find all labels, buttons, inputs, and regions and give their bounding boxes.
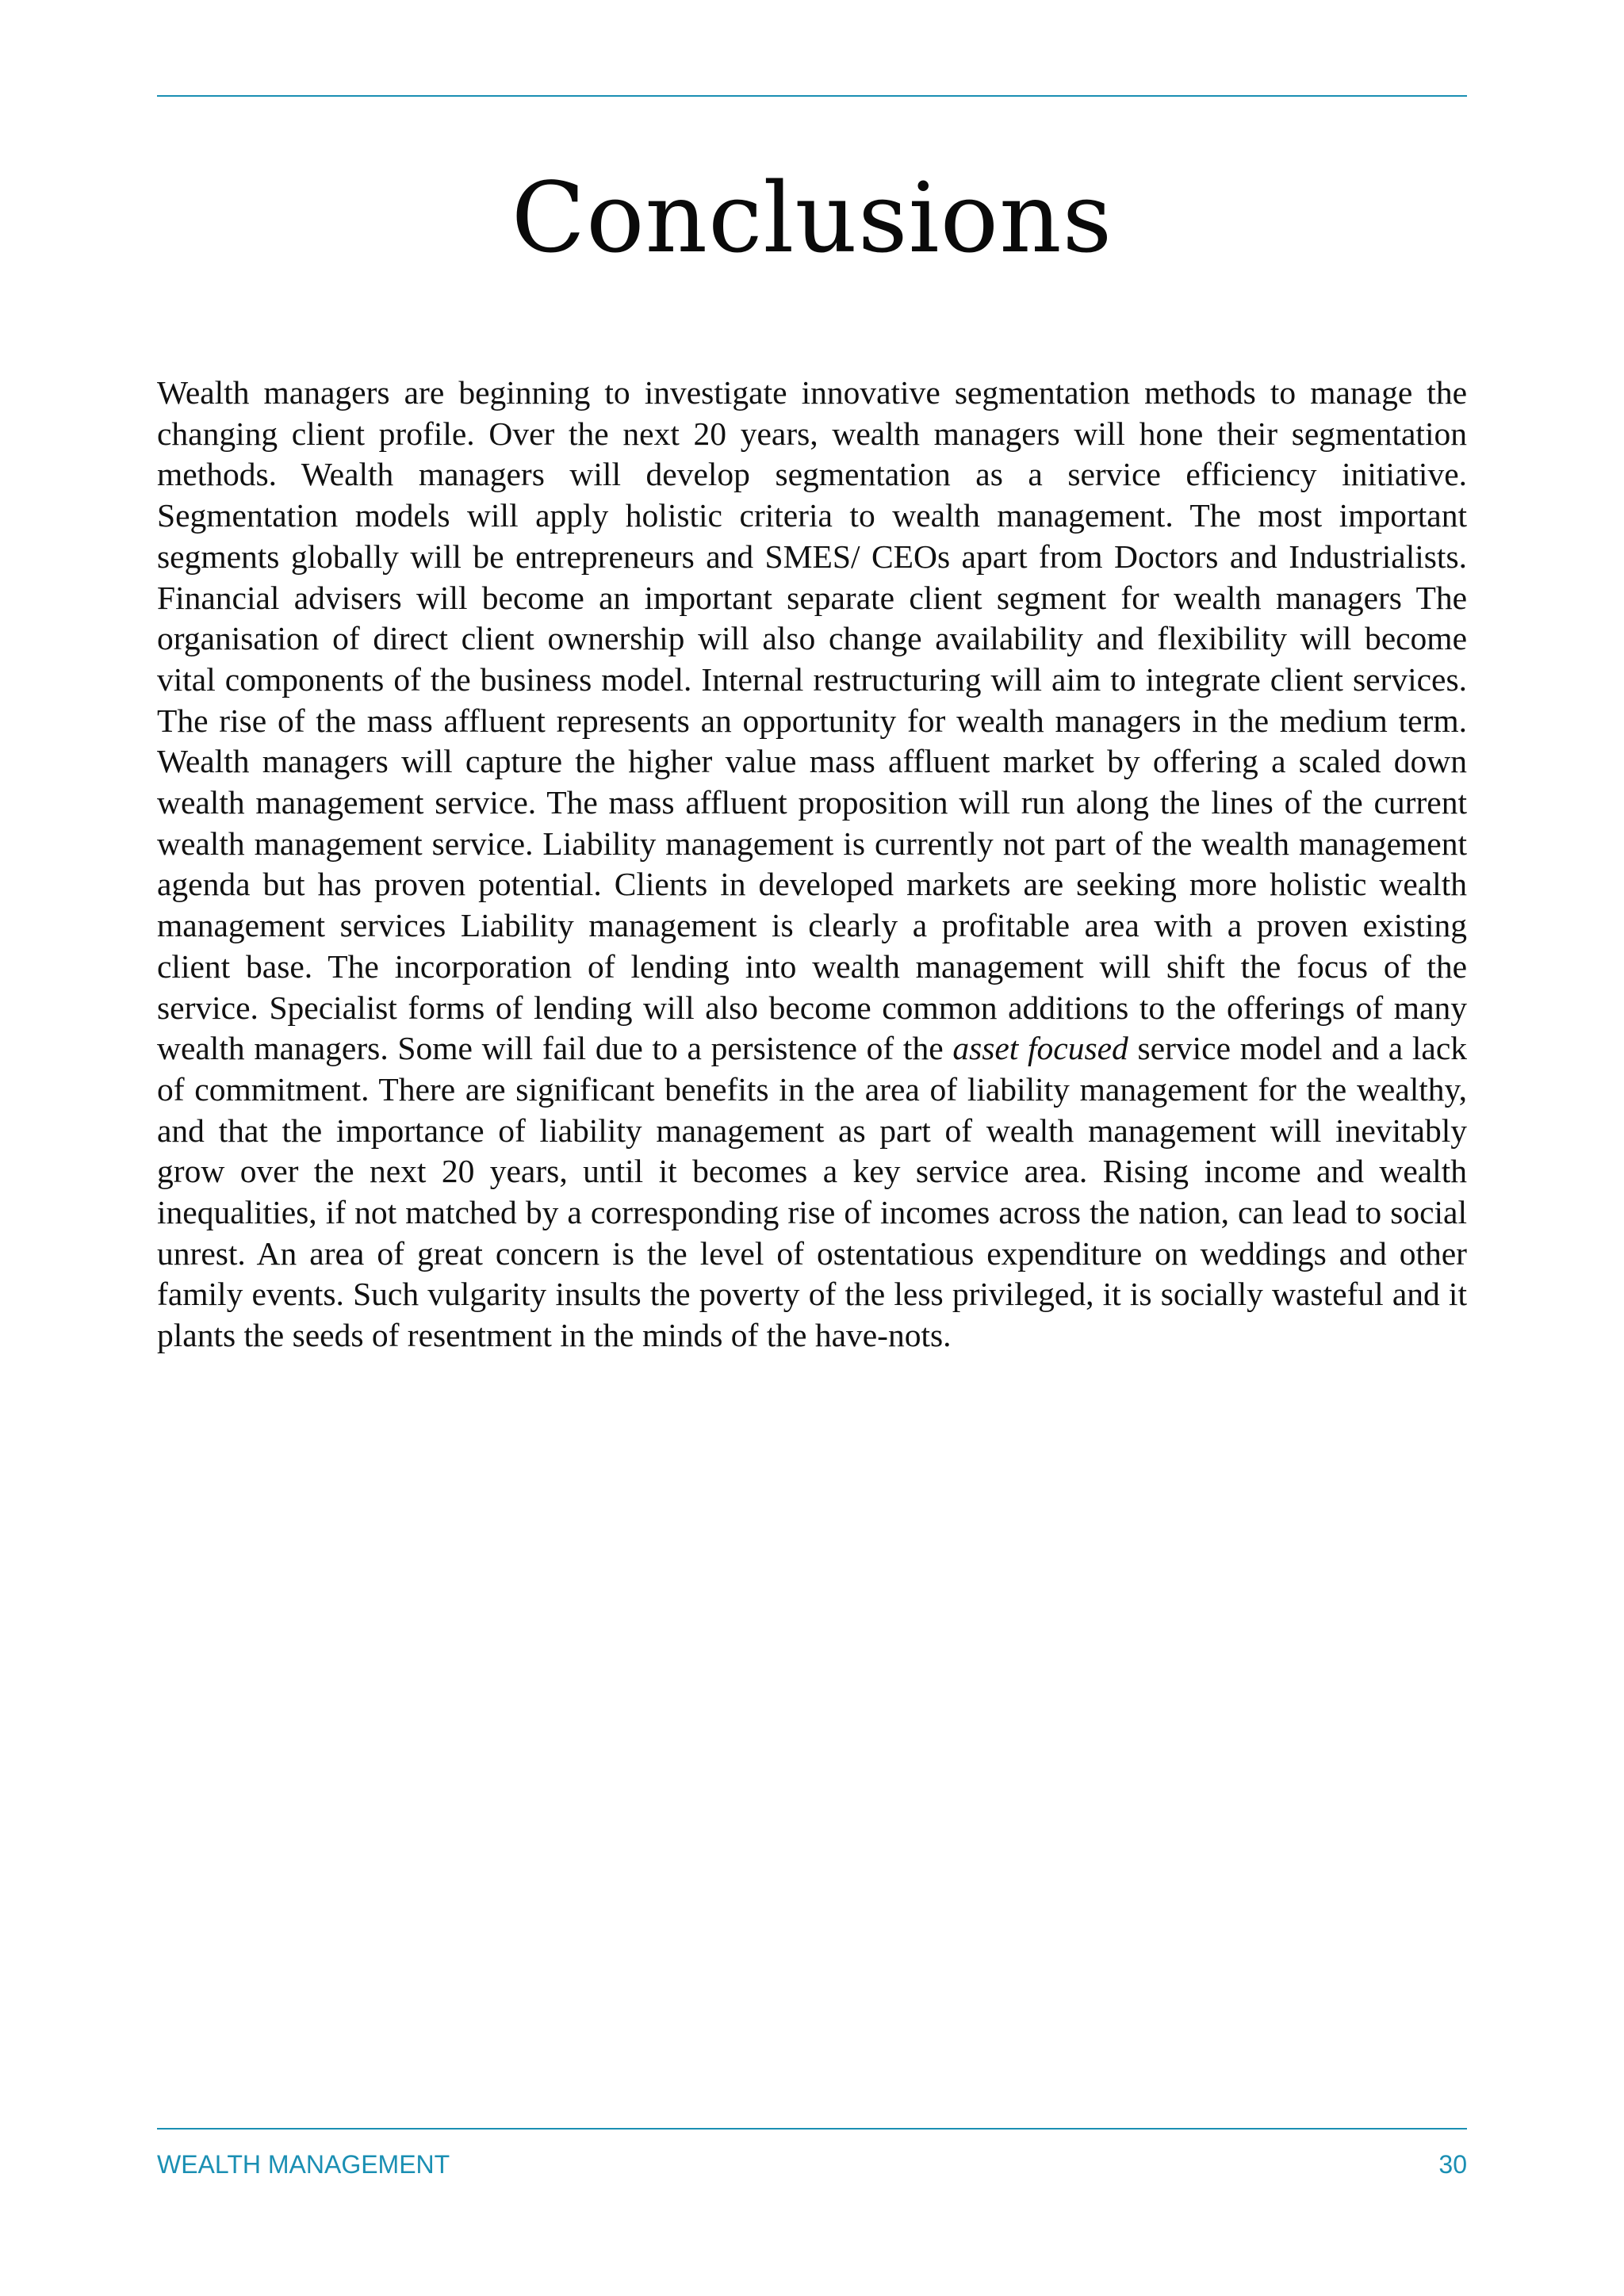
body-text-italic: asset focused	[952, 1030, 1128, 1067]
page-title: Conclusions	[511, 162, 1113, 274]
page-number: 30	[1438, 2150, 1467, 2179]
footer-rule	[157, 2128, 1467, 2130]
body-text-part-2: service model and a lack of commitment. There are significant benefits in the area of liability management for the wealthy, and that the importance of liability management as part of wealth management will inevitably grow over the next 20 years, until it becomes a key service area. Rising income and wealth inequalities, if not matched by a corresponding rise of incomes across the nation, can lead to social unrest. An area of great concern is the level of ostentatious expenditure on weddings and other family events. Such vulgarity insults the poverty of the less privileged, it is socially wasteful and it plants the seeds of resentment in the minds of the have-nots.	[157, 1030, 1467, 1354]
body-paragraph	[157, 373, 1467, 1357]
body-text-part-1: Wealth managers are beginning to investigate innovative segmentation methods to manage the changing client profile. Over the next 20 years, wealth managers will hone their segmentation methods. Wealth managers will develop segmentation as a service efficiency initiative. Segmentation models will apply holistic criteria to wealth management. The most important segments globally will be entrepreneurs and SMES/ CEOs apart from Doctors and Industrialists. Financial advisers will become an important separate client segment for wealth managers The organisation of direct client ownership will also change availability and flexibility will become vital components of the business model. Internal restructuring will aim to integrate client services. The rise of the mass affluent represents an opportunity for wealth managers in the medium term. Wealth managers will capture the higher value mass affluent market by offering a scaled down wealth management service. The mass affluent proposition will run along the lines of the current wealth management service. Liability management is currently not part of the wealth management agenda but has proven potential. Clients in developed markets are seeking more holistic wealth management services Liability management is clearly a profitable area with a proven existing client base. The incorporation of lending into wealth management will shift the focus of the service. Specialist forms of lending will also become common additions to the offerings of many wealth managers. Some will fail due to a persistence of the	[157, 374, 1467, 1067]
footer-label: WEALTH MANAGEMENT	[157, 2150, 450, 2179]
header-rule	[157, 95, 1467, 97]
